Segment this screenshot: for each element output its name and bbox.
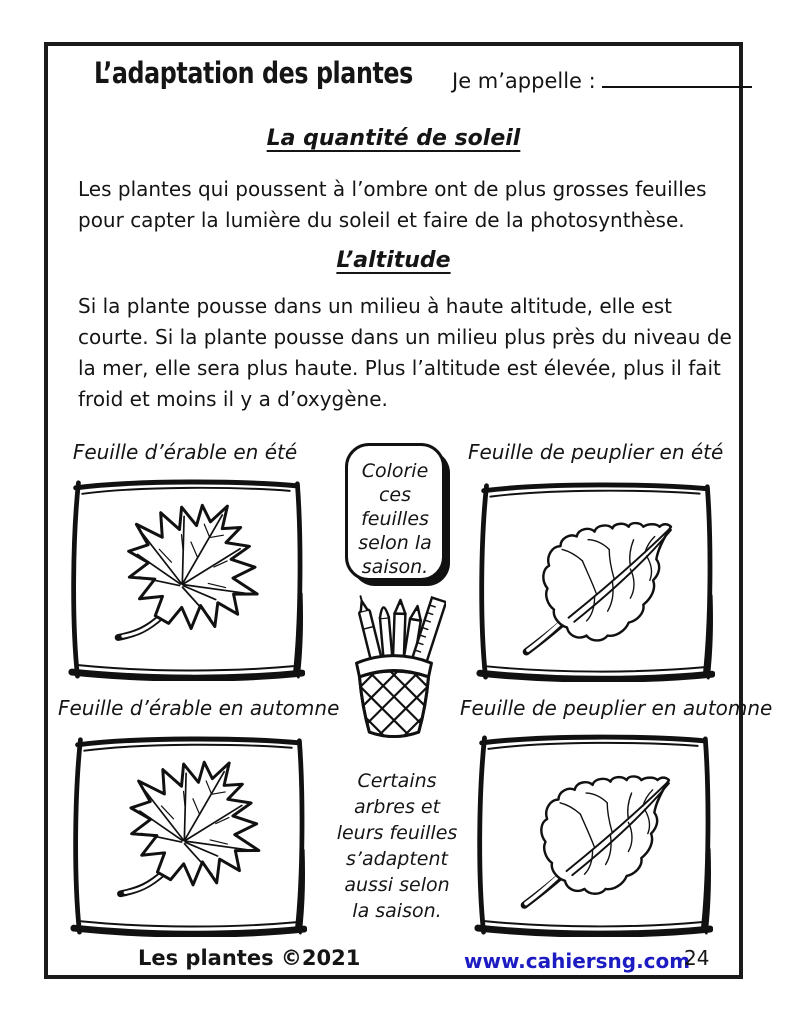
paragraph-altitude: Si la plante pousse dans un milieu à haute altitude, elle est courte. Si la plante pousse dans un milieu plus près du niveau de la mer, elle sera plus haute. Plus l’altitude est élevée, plus il fait froid et moins il y a d’oxygène. xyxy=(78,294,732,411)
poplar-leaf-illustration xyxy=(487,738,698,926)
leaf-frame-poplar-autumn xyxy=(473,728,713,937)
leaf-frame-maple-summer xyxy=(67,473,305,681)
section-heading-sunlight: La quantité de soleil xyxy=(266,126,521,151)
name-label: Je m’appelle : xyxy=(452,69,596,93)
name-row xyxy=(452,66,752,93)
maple-leaf-illustration xyxy=(81,483,290,670)
leaf-frame-maple-autumn xyxy=(69,730,307,937)
paragraph-sunlight: Les plantes qui poussent à l’ombre ont de plus grosses feuilles pour capter la lumière du soleil et faire de la photosynthèse. xyxy=(78,177,707,232)
section-heading-altitude: L’altitude xyxy=(336,248,451,273)
coloring-instruction-box: Colorie ces feuilles selon la saison. xyxy=(345,443,445,581)
caption-maple-summer: Feuille d’érable en été xyxy=(72,440,298,464)
caption-poplar-summer: Feuille de peuplier en été xyxy=(468,440,724,464)
page-title: L’adaptation des plantes xyxy=(94,56,413,90)
footer-website-link[interactable]: www.cahiersng.com xyxy=(464,949,691,973)
leaf-frame-poplar-summer xyxy=(475,476,715,682)
maple-leaf-illustration xyxy=(83,740,292,926)
page-number: 24 xyxy=(684,946,710,970)
caption-maple-autumn: Feuille d’érable en automne xyxy=(58,696,340,720)
footer-copyright: Les plantes ©2021 xyxy=(138,946,361,970)
caption-poplar-autumn: Feuille de peuplier en automne xyxy=(460,696,773,720)
poplar-leaf-illustration xyxy=(489,486,700,671)
name-blank-line[interactable] xyxy=(602,66,752,88)
pencil-cup-illustration xyxy=(342,594,446,742)
season-note: Certains arbres et leurs feuilles s’adaptent aussi selon la saison. xyxy=(336,770,458,922)
